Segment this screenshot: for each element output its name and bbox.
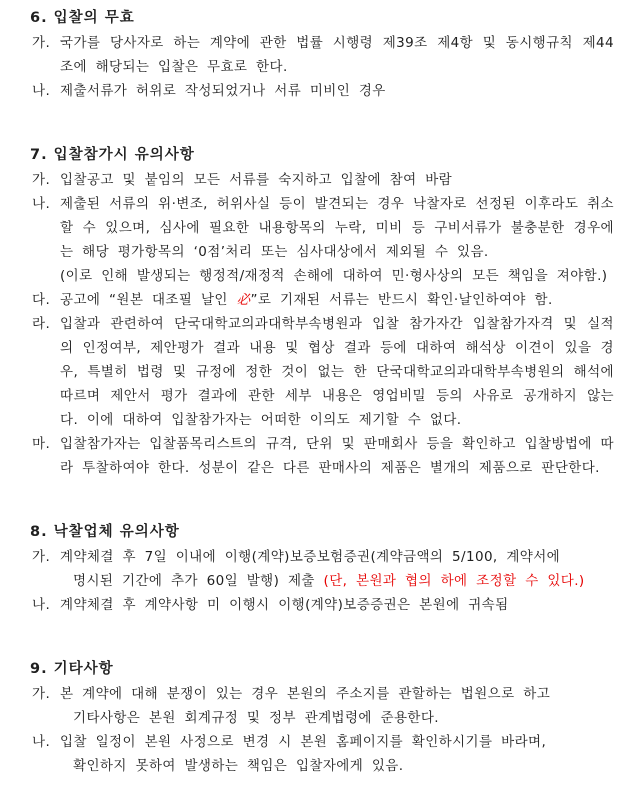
- item-text: [60, 312, 614, 432]
- item-label: 다.: [32, 292, 51, 308]
- item-label: 나.: [32, 196, 51, 212]
- list-item: [30, 192, 614, 288]
- section: [30, 520, 614, 617]
- item-label: 가.: [32, 686, 51, 702]
- item-text: [60, 545, 614, 593]
- text-segment: ”로 기재된 서류는 반드시 확인·날인하여야 함.: [250, 292, 553, 308]
- item-label: 라.: [32, 316, 51, 332]
- text-segment: 제출된 서류의 위·변조, 허위사실 등이 발견되는 경우 낙찰자로 선정된 이후라도 취소할 수 있으며, 심사에 필요한 내용항목의 누락, 미비 등 구비서류가 불충분한 경우에는 해당 평가항목의 ‘0점’처리 또는 심사대상에서 제외될 수 있음.: [60, 196, 614, 260]
- text-segment: 제출서류가 허위로 작성되었거나 서류 미비인 경우: [60, 83, 386, 99]
- section: [30, 143, 614, 480]
- item-label: 가.: [32, 35, 51, 51]
- text-segment: 입찰참가자는 입찰품목리스트의 규격, 단위 및 판매회사 등을 확인하고 입찰방법에 따라 투찰하여야 한다. 성분이 같은 다른 판매사의 제품은 별개의 제품으로 판단한다.: [60, 436, 614, 476]
- text-segment: 확인하지 못하여 발생하는 책임은 입찰자에게 있음.: [73, 758, 404, 774]
- section-heading: 8. 낙찰업체 유의사항: [30, 524, 180, 540]
- item-text: [60, 730, 614, 778]
- item-text: [60, 79, 614, 103]
- item-text: [60, 288, 614, 312]
- document-body: [30, 6, 614, 778]
- red-text-segment: (단, 본원과 협의 하에 조정할 수 있다.): [323, 573, 585, 589]
- list-item: [30, 31, 614, 79]
- text-segment: 입찰과 관련하여 단국대학교의과대학부속병원과 입찰 참가자간 입찰참가자격 및 실적의 인정여부, 제안평가 결과 내용 및 협상 결과 등에 대하여 해석상 이견이 있을 경우, 특별히 법령 및 규정에 정한 것이 없는 한 단국대학교의과대학부속병원의 해석에 따르며 제안서 평가 결과에 관한 세부 내용은 영업비밀 등의 사유로 공개하지 않는다. 이에 대하여 입찰참가자는 어떠한 이의도 제기할 수 없다.: [60, 316, 614, 428]
- list-item: [30, 432, 614, 480]
- list-item: [30, 545, 614, 593]
- item-text: [60, 192, 614, 288]
- item-label: 나.: [32, 83, 51, 99]
- text-segment: 공고에 “원본 대조필 날인: [60, 292, 237, 308]
- item-text: [60, 168, 614, 192]
- text-segment: 입찰 일정이 본원 사정으로 변경 시 본원 홈페이지를 확인하시기를 바라며,: [60, 734, 547, 750]
- text-segment: 계약체결 후 계약사항 미 이행시 이행(계약)보증증권은 본원에 귀속됨: [60, 597, 509, 613]
- list-item: [30, 288, 614, 312]
- item-text: [60, 593, 614, 617]
- item-label: 나.: [32, 597, 51, 613]
- list-item: [30, 312, 614, 432]
- section-heading: 6. 입찰의 무효: [30, 10, 135, 26]
- text-segment: 본 계약에 대해 분쟁이 있는 경우 본원의 주소지를 관할하는 법원으로 하고: [60, 686, 551, 702]
- section-heading: 7. 입찰참가시 유의사항: [30, 147, 195, 163]
- text-segment: 국가를 당사자로 하는 계약에 관한 법률 시행령 제39조 제4항 및 동시행규칙 제44조에 해당되는 입찰은 무효로 한다.: [60, 35, 614, 75]
- list-item: [30, 79, 614, 103]
- item-text: [60, 432, 614, 480]
- section-heading: 9. 기타사항: [30, 661, 114, 677]
- item-label: 나.: [32, 734, 51, 750]
- item-label: 마.: [32, 436, 51, 452]
- section: [30, 6, 614, 103]
- text-segment: 입찰공고 및 붙임의 모든 서류를 숙지하고 입찰에 참여 바람: [60, 172, 453, 188]
- list-item: [30, 682, 614, 730]
- list-item: [30, 168, 614, 192]
- item-label: 가.: [32, 549, 51, 565]
- text-segment: (이로 인해 발생되는 행정적/재정적 손해에 대하여 민·형사상의 모든 책임을 져야함.): [60, 268, 608, 284]
- text-segment: 명시된 기간에 추가 60일 발행) 제출: [73, 573, 324, 589]
- list-item: [30, 730, 614, 778]
- section: [30, 657, 614, 778]
- list-item: [30, 593, 614, 617]
- item-text: [60, 682, 614, 730]
- text-segment: 기타사항은 본원 회계규정 및 정부 관계법령에 준용한다.: [73, 710, 439, 726]
- red-text-segment: 必: [236, 292, 251, 308]
- item-label: 가.: [32, 172, 51, 188]
- text-segment: 계약체결 후 7일 이내에 이행(계약)보증보험증권(계약금액의 5/100, 계약서에: [60, 549, 561, 565]
- item-text: [60, 31, 614, 79]
